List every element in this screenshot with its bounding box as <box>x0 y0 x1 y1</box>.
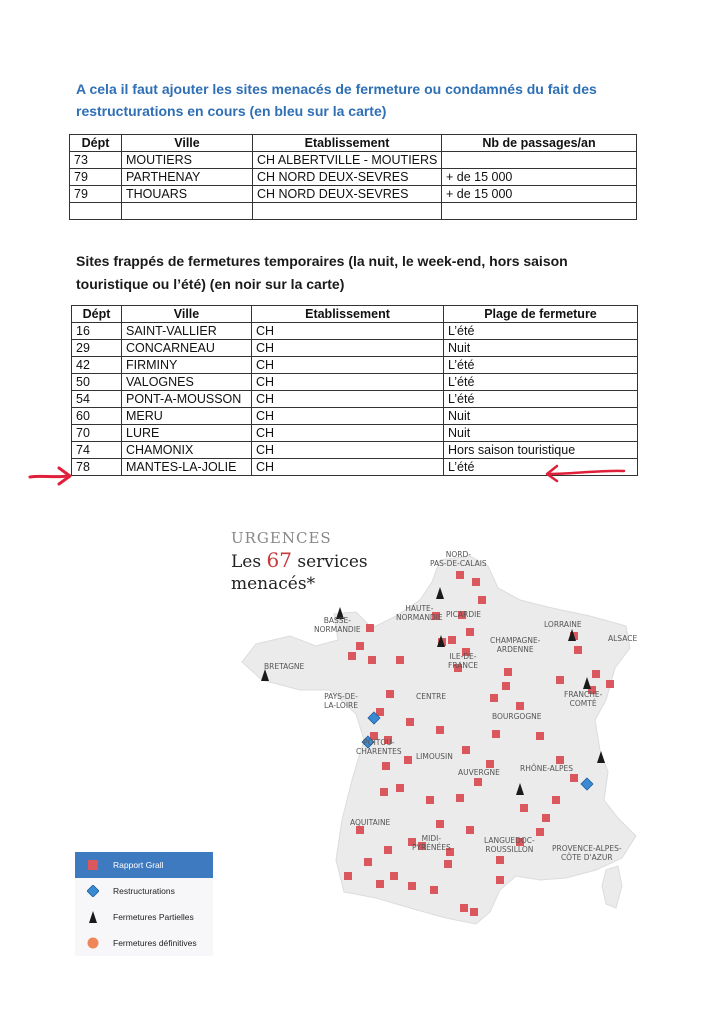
cell-passages: + de 15 000 <box>442 169 637 186</box>
marker-rapport-grall <box>552 796 560 804</box>
corsica-outline <box>602 866 622 908</box>
cell-plage: L’été <box>444 391 638 408</box>
marker-rapport-grall <box>380 788 388 796</box>
map-title-count: 67 <box>266 548 292 572</box>
marker-rapport-grall <box>574 646 582 654</box>
marker-rapport-grall <box>466 628 474 636</box>
region-rhone-alpes: RHÔNE-ALPES <box>520 764 573 773</box>
cell-plage: Nuit <box>444 408 638 425</box>
marker-rapport-grall <box>356 826 364 834</box>
marker-rapport-grall <box>404 756 412 764</box>
marker-rapport-grall <box>344 872 352 880</box>
marker-rapport-grall <box>496 876 504 884</box>
marker-rapport-grall <box>606 680 614 688</box>
marker-rapport-grall <box>376 880 384 888</box>
marker-rapport-grall <box>474 778 482 786</box>
marker-rapport-grall <box>448 636 456 644</box>
marker-rapport-grall <box>382 762 390 770</box>
marker-rapport-grall <box>470 908 478 916</box>
cell-dept: 79 <box>70 186 122 203</box>
cell-etablissement: CH NORD DEUX-SEVRES <box>253 169 442 186</box>
cell-plage: Nuit <box>444 425 638 442</box>
marker-rapport-grall <box>356 642 364 650</box>
cell-dept: 29 <box>72 340 122 357</box>
map-title-line3: menacés* <box>231 574 316 594</box>
cell-etablissement: CH <box>252 408 444 425</box>
marker-rapport-grall <box>456 571 464 579</box>
cell-dept: 79 <box>70 169 122 186</box>
orange-circle-icon <box>87 937 99 949</box>
marker-rapport-grall <box>466 826 474 834</box>
cell-ville: MERU <box>122 408 252 425</box>
blue-diamond-icon <box>87 885 99 897</box>
legend-label: Rapport Grall <box>113 860 164 870</box>
col-header-etablissement: Etablissement <box>252 306 444 323</box>
region-champagne: CHAMPAGNE- ARDENNE <box>490 636 541 654</box>
cell-dept: 42 <box>72 357 122 374</box>
marker-rapport-grall <box>430 886 438 894</box>
marker-rapport-grall <box>396 784 404 792</box>
region-ile-de-france: ILE-DE- FRANCE <box>448 652 478 670</box>
region-lorraine: LORRAINE <box>544 620 582 629</box>
cell-passages: + de 15 000 <box>442 186 637 203</box>
cell-ville: CONCARNEAU <box>122 340 252 357</box>
region-alsace: ALSACE <box>608 634 638 643</box>
legend-item-rapport-grall <box>75 852 213 878</box>
region-pays-de-la-loire: PAYS-DE- LA-LOIRE <box>324 692 358 710</box>
cell-dept: 60 <box>72 408 122 425</box>
cell-etablissement: CH <box>252 425 444 442</box>
col-header-plage: Plage de fermeture <box>444 306 638 323</box>
marker-rapport-grall <box>444 860 452 868</box>
marker-rapport-grall <box>386 690 394 698</box>
marker-rapport-grall <box>492 730 500 738</box>
cell-dept: 54 <box>72 391 122 408</box>
region-auvergne: AUVERGNE <box>458 768 500 777</box>
marker-rapport-grall <box>542 814 550 822</box>
cell-etablissement: CH <box>252 323 444 340</box>
marker-rapport-grall <box>384 846 392 854</box>
region-midi-pyrenees: MIDI- PYRÉNÉES <box>412 834 451 852</box>
section2-heading: Sites frappés de fermetures temporaires (la nuit, le week-end, hors saison touristique ou l’été) (en noir sur la carte) <box>76 253 568 292</box>
cell-dept: 73 <box>70 152 122 169</box>
marker-rapport-grall <box>462 746 470 754</box>
marker-rapport-grall <box>396 656 404 664</box>
legend-item-fermetures-partielles <box>75 904 213 930</box>
cell-ville: SAINT-VALLIER <box>122 323 252 340</box>
cell-plage: Nuit <box>444 340 638 357</box>
marker-rapport-grall <box>390 872 398 880</box>
region-centre: CENTRE <box>416 692 447 701</box>
cell-dept: 70 <box>72 425 122 442</box>
cell-plage: L’été <box>444 374 638 391</box>
marker-rapport-grall <box>436 820 444 828</box>
cell-etablissement: CH <box>252 391 444 408</box>
cell-etablissement: CH <box>252 459 444 476</box>
marker-rapport-grall <box>570 774 578 782</box>
marker-rapport-grall <box>366 624 374 632</box>
col-header-dept: Dépt <box>72 306 122 323</box>
cell-plage: L’été <box>444 357 638 374</box>
marker-rapport-grall <box>556 756 564 764</box>
marker-rapport-grall <box>368 656 376 664</box>
cell-ville: CHAMONIX <box>122 442 252 459</box>
legend-item-restructurations <box>75 878 213 904</box>
black-triangle-icon <box>87 911 99 923</box>
marker-rapport-grall <box>364 858 372 866</box>
cell-plage: L’été <box>444 459 638 476</box>
cell-etablissement: CH NORD DEUX-SEVRES <box>253 186 442 203</box>
marker-rapport-grall <box>502 682 510 690</box>
cell-dept: 50 <box>72 374 122 391</box>
cell-ville: VALOGNES <box>122 374 252 391</box>
marker-rapport-grall <box>456 794 464 802</box>
region-languedoc: LANGUEDOC- ROUSSILLON <box>484 836 535 854</box>
marker-rapport-grall <box>520 804 528 812</box>
cell-etablissement: CH <box>252 374 444 391</box>
map-legend <box>75 852 213 956</box>
marker-rapport-grall <box>348 652 356 660</box>
cell-ville: FIRMINY <box>122 357 252 374</box>
marker-rapport-grall <box>478 596 486 604</box>
marker-rapport-grall <box>486 760 494 768</box>
cell-etablissement: CH <box>252 442 444 459</box>
cell-dept: 16 <box>72 323 122 340</box>
marker-rapport-grall <box>536 732 544 740</box>
map-title-les: Les <box>231 552 262 572</box>
region-aquitaine: AQUITAINE <box>350 818 391 827</box>
marker-rapport-grall <box>406 718 414 726</box>
region-limousin: LIMOUSIN <box>416 752 453 761</box>
map-title-services: services <box>297 552 368 572</box>
cell-etablissement: CH <box>252 357 444 374</box>
region-nord: NORD- PAS-DE-CALAIS <box>430 550 487 568</box>
marker-rapport-grall <box>460 904 468 912</box>
cell-etablissement: CH ALBERTVILLE - MOUTIERS <box>253 152 442 169</box>
marker-rapport-grall <box>516 702 524 710</box>
map-title-urgences: URGENCES <box>231 529 332 547</box>
marker-rapport-grall <box>504 668 512 676</box>
region-poitou-charentes: POITOU- CHARENTES <box>356 738 402 756</box>
col-header-ville: Ville <box>122 306 252 323</box>
cell-ville: PONT-A-MOUSSON <box>122 391 252 408</box>
region-franche-comte: FRANCHE- COMTÉ <box>564 690 603 708</box>
marker-rapport-grall <box>592 670 600 678</box>
marker-rapport-grall <box>490 694 498 702</box>
cell-plage: L’été <box>444 323 638 340</box>
legend-label: Restructurations <box>113 886 175 896</box>
col-header-dept: Dépt <box>70 135 122 152</box>
region-paca: PROVENCE-ALPES- CÔTE D'AZUR <box>552 844 622 862</box>
marker-rapport-grall <box>556 676 564 684</box>
marker-rapport-grall <box>536 828 544 836</box>
marker-rapport-grall <box>426 796 434 804</box>
marker-rapport-grall <box>436 726 444 734</box>
marker-rapport-grall <box>496 856 504 864</box>
cell-ville: LURE <box>122 425 252 442</box>
cell-ville: THOUARS <box>122 186 253 203</box>
marker-rapport-grall <box>472 578 480 586</box>
region-picardie: PICARDIE <box>446 610 482 619</box>
col-header-etablissement: Etablissement <box>253 135 442 152</box>
cell-ville: MOUTIERS <box>122 152 253 169</box>
cell-dept: 78 <box>72 459 122 476</box>
col-header-ville: Ville <box>122 135 253 152</box>
col-header-passages: Nb de passages/an <box>442 135 637 152</box>
cell-dept: 74 <box>72 442 122 459</box>
cell-plage: Hors saison touristique <box>444 442 638 459</box>
section1-heading: A cela il faut ajouter les sites menacés de fermeture ou condamnés du fait des restructurations en cours (en bleu sur la carte) <box>76 81 597 119</box>
legend-label: Fermetures définitives <box>113 938 197 948</box>
marker-rapport-grall <box>408 882 416 890</box>
cell-ville: PARTHENAY <box>122 169 253 186</box>
cell-etablissement: CH <box>252 340 444 357</box>
red-square-icon <box>87 859 99 871</box>
region-haute-normandie: HAUTE- NORMANDIE <box>396 604 443 622</box>
region-bretagne: BRETAGNE <box>264 662 305 671</box>
legend-label: Fermetures Partielles <box>113 912 194 922</box>
cell-ville: MANTES-LA-JOLIE <box>122 459 252 476</box>
legend-item-fermetures-definitives <box>75 930 213 956</box>
region-basse-normandie: BASSE- NORMANDIE <box>314 616 361 634</box>
region-bourgogne: BOURGOGNE <box>492 712 542 721</box>
